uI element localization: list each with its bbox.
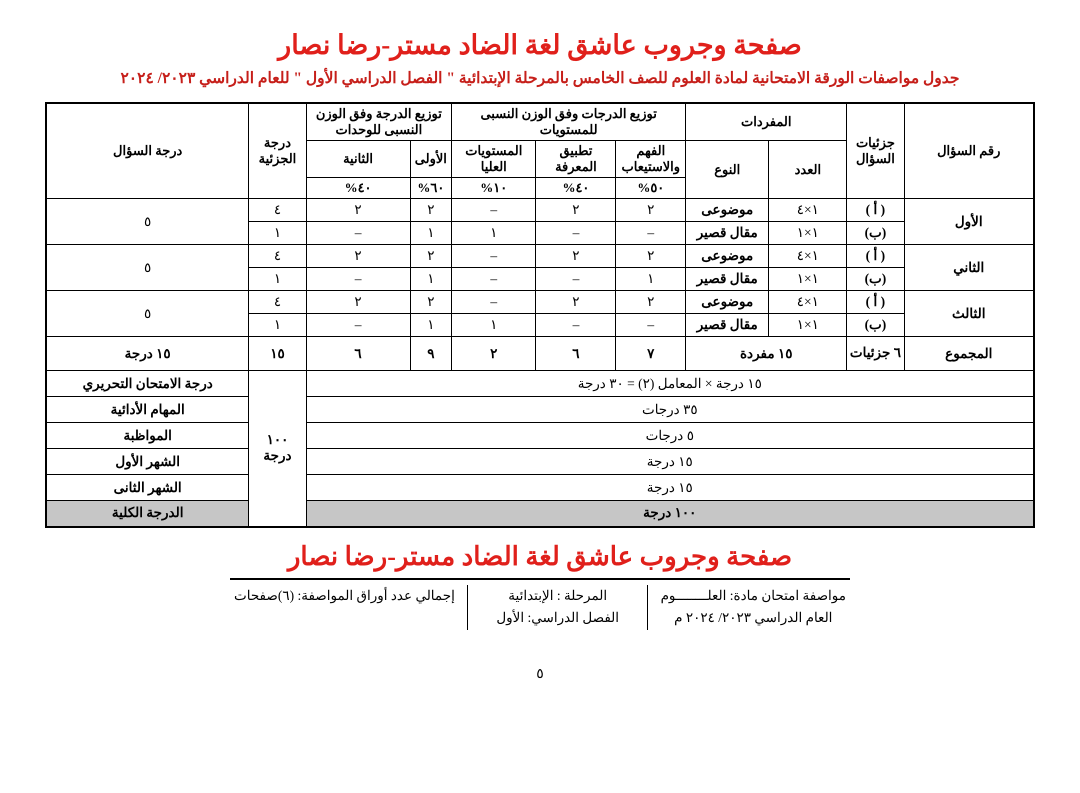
th-unit-first: الأولى <box>410 141 452 178</box>
th-pct-high: ١٠% <box>452 178 536 199</box>
cell-q-part: (ب) <box>847 222 904 245</box>
page-title: صفحة وجروب عاشق لغة الضاد مستر-رضا نصار <box>278 30 802 60</box>
cell-summary-value: ١٥ درجة <box>306 449 1034 475</box>
cell-unit-second: – <box>306 314 410 337</box>
cell-total-high: ٢ <box>452 337 536 371</box>
summary-row <box>46 371 1034 397</box>
specification-table <box>45 102 1035 528</box>
footer-col-mid <box>467 585 648 631</box>
cell-total-unit-first: ٩ <box>410 337 452 371</box>
cell-unit-first: ٢ <box>410 291 452 314</box>
th-pct-unit-first: ٦٠% <box>410 178 452 199</box>
summary-row <box>46 475 1034 501</box>
cell-total-unit-second: ٦ <box>306 337 410 371</box>
cell-q-part: ( أ ) <box>847 245 904 268</box>
cell-vocab-count: ١×١ <box>769 314 847 337</box>
cell-vocab-count: ١×٤ <box>769 245 847 268</box>
cell-q-grade: ٥ <box>46 291 249 337</box>
table-row <box>46 199 1034 222</box>
cell-unit-first: ١ <box>410 268 452 291</box>
table-total-row <box>46 337 1034 371</box>
subtitle <box>0 69 1080 88</box>
cell-q-grade: ٥ <box>46 245 249 291</box>
cell-level-understand: ١ <box>616 268 686 291</box>
th-unit-second: الثانية <box>306 141 410 178</box>
cell-q-number: الثالث <box>904 291 1034 337</box>
cell-total-vocab: ١٥ مفردة <box>686 337 847 371</box>
cell-total-label: المجموع <box>904 337 1034 371</box>
th-level-understand: الفهم والاستيعاب <box>616 141 686 178</box>
cell-vocab-type: موضوعى <box>686 245 769 268</box>
page-number: ٥ <box>536 667 544 683</box>
table-row <box>46 291 1034 314</box>
footer-stage-line: المرحلة : الإبتدائية <box>508 587 608 603</box>
th-units-group: توزيع الدرجة وفق الوزن النسبى للوحدات <box>306 103 452 141</box>
th-pct-apply: ٤٠% <box>536 178 616 199</box>
overall-total-line2: درجة <box>263 448 292 464</box>
summary-row-total <box>46 501 1034 527</box>
cell-partial-grade: ١ <box>249 268 306 291</box>
cell-total-parts: ٦ جزئيات <box>847 337 904 371</box>
cell-vocab-type: مقال قصير <box>686 268 769 291</box>
cell-level-high: – <box>452 291 536 314</box>
cell-level-understand: ٢ <box>616 245 686 268</box>
footer-term-line: الفصل الدراسي: الأول <box>496 610 620 626</box>
cell-vocab-type: موضوعى <box>686 291 769 314</box>
cell-q-part: (ب) <box>847 314 904 337</box>
cell-vocab-type: موضوعى <box>686 199 769 222</box>
footer-year-line: العام الدراسي ٢٠٢٣/ ٢٠٢٤ م <box>674 610 833 626</box>
document-page <box>0 30 1080 793</box>
cell-level-high: ١ <box>452 314 536 337</box>
cell-total-understand: ٧ <box>616 337 686 371</box>
cell-partial-grade: ١ <box>249 314 306 337</box>
cell-unit-first: ٢ <box>410 245 452 268</box>
th-q-parts: جزئيات السؤال <box>847 103 904 199</box>
cell-level-apply: ٢ <box>536 245 616 268</box>
cell-vocab-count: ١×١ <box>769 222 847 245</box>
cell-summary-value: ٥ درجات <box>306 423 1034 449</box>
th-q-number: رقم السؤال <box>904 103 1034 199</box>
cell-level-understand: ٢ <box>616 291 686 314</box>
cell-unit-second: ٢ <box>306 245 410 268</box>
subtitle-text: جدول مواصفات الورقة الامتحانية لمادة العلوم للصف الخامس بالمرحلة الإبتدائية " الفصل الدراسي الأول " للعام الدراسي ٢٠٢٣/ ٢٠٢٤ <box>120 70 960 87</box>
th-pct-understand: ٥٠% <box>616 178 686 199</box>
summary-row <box>46 423 1034 449</box>
cell-level-apply: – <box>536 222 616 245</box>
summary-row <box>46 397 1034 423</box>
cell-summary-value: ١٥ درجة <box>306 475 1034 501</box>
cell-summary-label: المواظبة <box>46 423 249 449</box>
cell-level-apply: – <box>536 268 616 291</box>
cell-summary-label: الشهر الأول <box>46 449 249 475</box>
th-partial-grade: درجة الجزئية <box>249 103 306 199</box>
cell-level-high: – <box>452 245 536 268</box>
cell-level-understand: ٢ <box>616 199 686 222</box>
th-vocab-count: العدد <box>769 141 847 199</box>
cell-partial-grade: ٤ <box>249 245 306 268</box>
cell-level-high: – <box>452 199 536 222</box>
cell-level-understand: – <box>616 314 686 337</box>
cell-level-high: ١ <box>452 222 536 245</box>
th-vocab-group: المفردات <box>686 103 847 141</box>
cell-level-apply: ٢ <box>536 291 616 314</box>
cell-level-understand: – <box>616 222 686 245</box>
footer-col-right <box>657 585 850 631</box>
cell-partial-grade: ١ <box>249 222 306 245</box>
cell-q-number: الثاني <box>904 245 1034 291</box>
cell-level-high: – <box>452 268 536 291</box>
cell-unit-second: ٢ <box>306 291 410 314</box>
summary-row <box>46 449 1034 475</box>
cell-vocab-count: ١×١ <box>769 268 847 291</box>
th-level-high: المستويات العليا <box>452 141 536 178</box>
cell-unit-first: ٢ <box>410 199 452 222</box>
th-levels-group: توزيع الدرجات وفق الوزن النسبى للمستويات <box>452 103 686 141</box>
footer-pages-line: إجمالي عدد أوراق المواصفة: (٦)صفحات <box>234 587 455 603</box>
cell-unit-second: ٢ <box>306 199 410 222</box>
cell-summary-value: ١٠٠ درجة <box>306 501 1034 527</box>
cell-vocab-type: مقال قصير <box>686 222 769 245</box>
cell-summary-value: ١٥ درجة × المعامل (٢) = ٣٠ درجة <box>306 371 1034 397</box>
cell-unit-first: ١ <box>410 222 452 245</box>
cell-summary-value: ٣٥ درجات <box>306 397 1034 423</box>
th-level-apply: تطبيق المعرفة <box>536 141 616 178</box>
cell-vocab-type: مقال قصير <box>686 314 769 337</box>
cell-partial-grade: ٤ <box>249 291 306 314</box>
cell-unit-second: – <box>306 268 410 291</box>
cell-summary-label: درجة الامتحان التحريري <box>46 371 249 397</box>
cell-q-part: (ب) <box>847 268 904 291</box>
cell-summary-label: المهام الأدائية <box>46 397 249 423</box>
cell-overall-total <box>249 371 306 527</box>
cell-total-partial: ١٥ <box>249 337 306 371</box>
bottom-title: صفحة وجروب عاشق لغة الضاد مستر-رضا نصار <box>287 541 793 571</box>
cell-unit-second: – <box>306 222 410 245</box>
th-vocab-type: النوع <box>686 141 769 199</box>
cell-vocab-count: ١×٤ <box>769 199 847 222</box>
cell-total-apply: ٦ <box>536 337 616 371</box>
footer-info <box>230 578 850 631</box>
overall-total-line1: ١٠٠ <box>266 432 289 448</box>
cell-vocab-count: ١×٤ <box>769 291 847 314</box>
table-header-row-1 <box>46 103 1034 141</box>
cell-level-apply: – <box>536 314 616 337</box>
cell-summary-label: الشهر الثانى <box>46 475 249 501</box>
cell-q-number: الأول <box>904 199 1034 245</box>
th-pct-unit-second: ٤٠% <box>306 178 410 199</box>
cell-unit-first: ١ <box>410 314 452 337</box>
cell-partial-grade: ٤ <box>249 199 306 222</box>
cell-q-part: ( أ ) <box>847 291 904 314</box>
cell-total-grade: ١٥ درجة <box>46 337 249 371</box>
cell-level-apply: ٢ <box>536 199 616 222</box>
th-q-grade: درجة السؤال <box>46 103 249 199</box>
cell-q-part: ( أ ) <box>847 199 904 222</box>
footer-col-left <box>230 585 459 631</box>
cell-summary-label: الدرجة الكلية <box>46 501 249 527</box>
cell-q-grade: ٥ <box>46 199 249 245</box>
table-row <box>46 245 1034 268</box>
footer-subject-line: مواصفة امتحان مادة: العلــــــــوم <box>660 587 846 603</box>
